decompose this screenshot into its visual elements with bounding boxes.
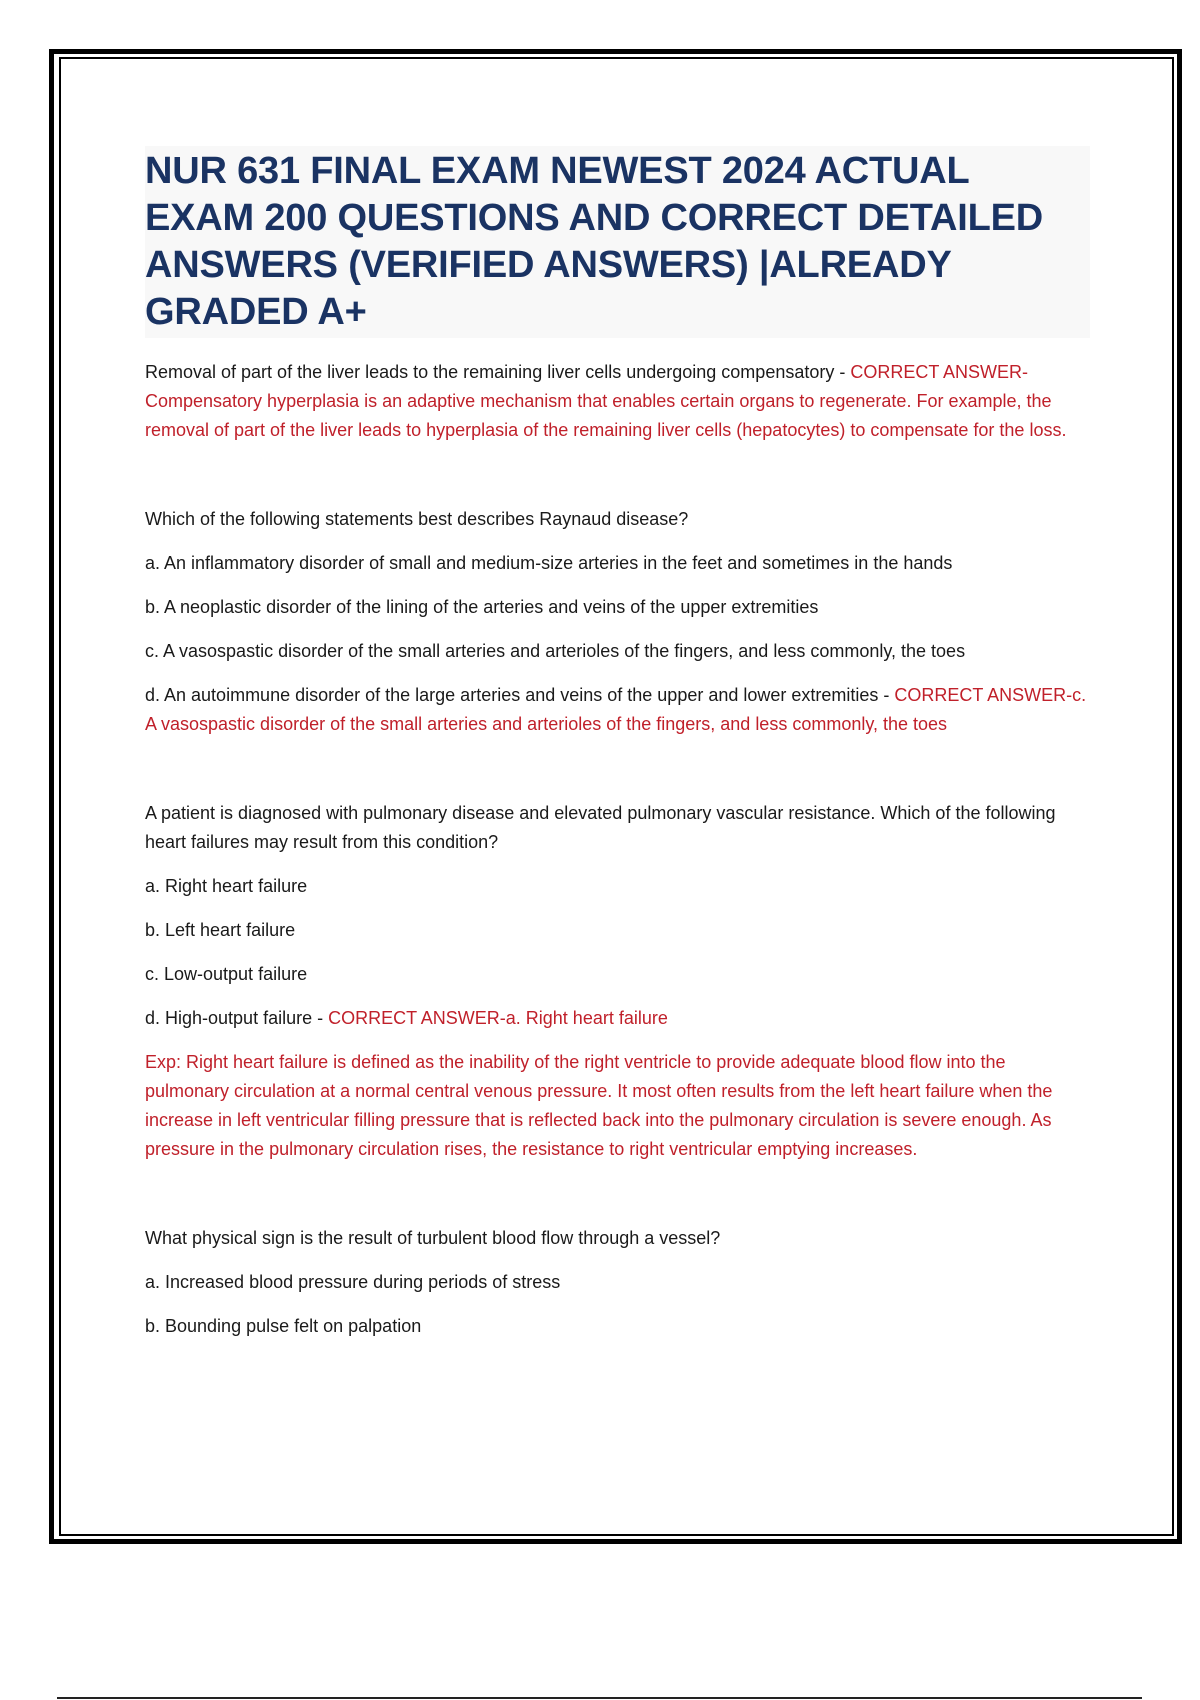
option-4a: a. Increased blood pressure during periods of stress [145, 1272, 561, 1292]
option-3b: b. Left heart failure [145, 920, 296, 940]
option-3a: a. Right heart failure [145, 876, 308, 896]
option-2c: c. A vasospastic disorder of the small arteries and arterioles of the fingers, and less commonly, the toes [145, 641, 966, 661]
option-2a: a. An inflammatory disorder of small and medium-size arteries in the feet and sometimes in the hands [145, 553, 953, 573]
question-4: What physical sign is the result of turbulent blood flow through a vessel? [145, 1228, 721, 1248]
document-title: NUR 631 FINAL EXAM NEWEST 2024 ACTUAL EXAM 200 QUESTIONS AND CORRECT DETAILED ANSWERS (VERIFIED ANSWERS) |ALREADY GRADED A+ [145, 146, 1090, 338]
option-3d [145, 1004, 1090, 1033]
option-2d-text: d. An autoimmune disorder of the large arteries and veins of the upper and lower extremities - [145, 685, 895, 705]
option-3c: c. Low-output failure [145, 964, 308, 984]
option-2d [145, 681, 1090, 739]
question-1-text: Removal of part of the liver leads to the remaining liver cells undergoing compensatory - [145, 362, 851, 382]
answer-1: CORRECT ANSWER-Compensatory hyperplasia is an adaptive mechanism that enables certain organs to regenerate. For example, the removal of part of the liver leads to hyperplasia of the remaining liver cells (hepatocytes) to compensate for the loss. [145, 362, 1067, 440]
option-4b: b. Bounding pulse felt on palpation [145, 1316, 422, 1336]
explanation-3: Exp: Right heart failure is defined as the inability of the right ventricle to provide adequate blood flow into the pulmonary circulation at a normal central venous pressure. It most often results from the left heart failure when the increase in left ventricular filling pressure that is reflected back into the pulmonary circulation is severe enough. As pressure in the pulmonary circulation rises, the resistance to right ventricular emptying increases. [145, 1052, 1053, 1159]
question-2: Which of the following statements best describes Raynaud disease? [145, 509, 689, 529]
document-body [145, 146, 1090, 1341]
footer-rule [57, 1697, 1142, 1699]
option-3d-text: d. High-output failure - [145, 1008, 329, 1028]
option-2b: b. A neoplastic disorder of the lining of the arteries and veins of the upper extremities [145, 597, 819, 617]
question-1 [145, 358, 1090, 445]
answer-2: CORRECT ANSWER-c. A vasospastic disorder of the small arteries and arterioles of the fingers, and less commonly, the toes [145, 685, 1087, 734]
answer-3: CORRECT ANSWER-a. Right heart failure [328, 1008, 668, 1028]
question-3: A patient is diagnosed with pulmonary disease and elevated pulmonary vascular resistance. Which of the following heart failures may result from this condition? [145, 803, 1056, 852]
